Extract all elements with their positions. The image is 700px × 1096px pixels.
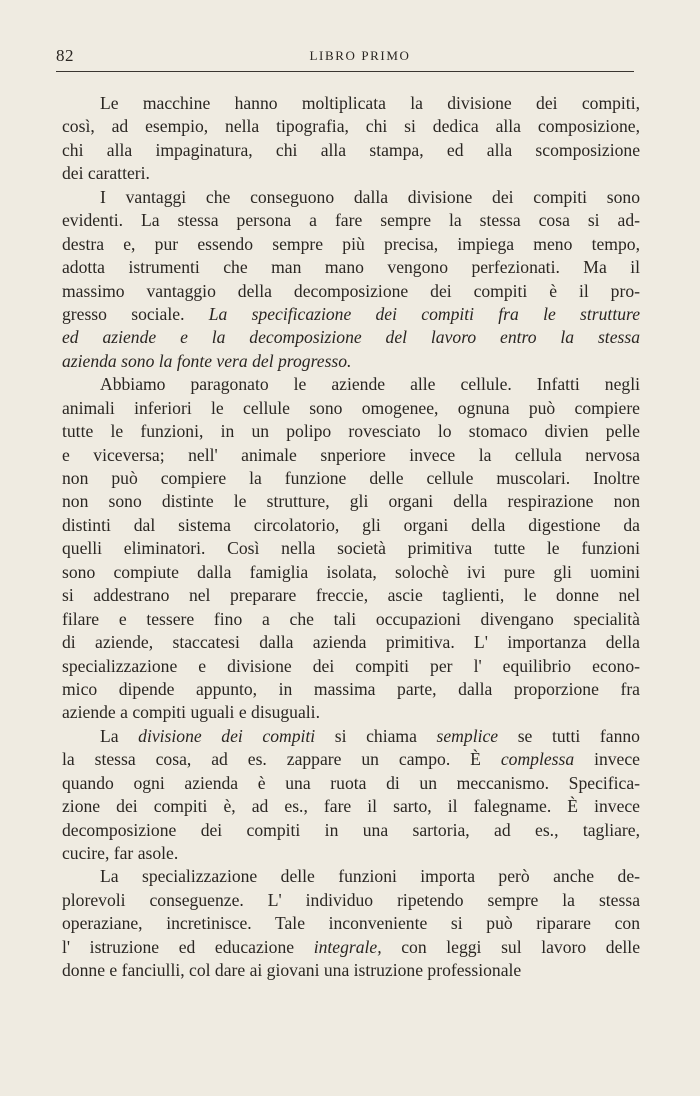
text-line	[62, 350, 640, 373]
text-line	[62, 209, 640, 232]
text-line	[62, 444, 640, 467]
text-line	[62, 115, 640, 138]
text-line	[62, 303, 640, 326]
text-segment: decomposizione dei compiti in una sartoria, ad es., tagliare,	[62, 819, 640, 840]
text-segment: cucire, far asole.	[62, 843, 179, 863]
text-segment: zione dei compiti è, ad es., fare il sarto, il falegname. È invece	[62, 796, 640, 817]
text-segment: donne e fanciulli, col dare ai giovani una istruzione professionale	[62, 960, 522, 981]
text-line	[62, 936, 640, 959]
running-header	[56, 46, 634, 72]
italic-text: divisione dei compiti	[138, 725, 316, 746]
text-segment: si addestrano nel preparare freccie, ascie taglienti, le donne nel	[62, 585, 640, 606]
page-number: 82	[56, 46, 74, 65]
paragraph	[62, 92, 640, 186]
text-line	[62, 467, 640, 490]
text-segment: distinti dal sistema circolatorio, gli organi della digestione da	[62, 514, 640, 535]
text-line	[62, 326, 640, 349]
text-segment: dei caratteri.	[62, 163, 150, 184]
text-segment: non può compiere la funzione delle cellule muscolari. Inoltre	[62, 468, 640, 488]
text-line	[62, 420, 640, 443]
text-segment: quelli eliminatori. Così nella società primitiva tutte le funzioni	[62, 538, 640, 559]
text-segment: si chiama	[315, 725, 437, 746]
text-segment: quando ogni azienda è una ruota di un meccanismo. Specifica-	[62, 772, 640, 793]
italic-text: ed aziende e la decomposizione del lavoro entro la stessa	[62, 327, 640, 348]
text-line	[62, 256, 640, 279]
text-segment: filare e tessere fino a che tali occupazioni divengano specialità	[62, 608, 640, 629]
text-line	[62, 912, 640, 935]
text-line	[62, 139, 640, 162]
italic-text: integrale,	[313, 936, 382, 957]
text-line	[62, 186, 640, 209]
body-text	[62, 92, 640, 983]
text-segment: massimo vantaggio della decomposizione dei compiti è il pro-	[62, 280, 640, 301]
text-segment: aziende a compiti uguali e disuguali.	[62, 702, 320, 723]
text-line	[62, 561, 640, 584]
text-segment: con leggi sul lavoro delle	[381, 936, 640, 957]
text-segment: sono compiute dalla famiglia isolata, solochè ivi pure gli uomini	[62, 561, 640, 582]
text-segment: adotta istrumenti che man mano vengono perfezionati. Ma il	[62, 257, 640, 278]
text-line	[62, 655, 640, 678]
text-line	[62, 584, 640, 607]
text-segment: gresso sociale.	[62, 303, 209, 324]
running-title: LIBRO PRIMO	[309, 48, 411, 63]
text-segment: di aziende, staccatesi dalla azienda primitiva. L' importanza della	[62, 632, 640, 653]
text-segment: se tutti fanno	[498, 725, 640, 746]
text-segment: non sono distinte le strutture, gli organi della respirazione non	[62, 491, 640, 512]
text-segment: tutte le funzioni, in un polipo rovesciato lo stomaco divien pelle	[62, 421, 640, 442]
text-segment: così, ad esempio, nella tipografia, chi si dedica alla composizione,	[62, 116, 640, 137]
header-rule	[56, 71, 634, 72]
text-segment: operaziane, incretinisce. Tale inconveniente si può riparare con	[62, 913, 640, 934]
text-line	[62, 889, 640, 912]
text-line	[62, 748, 640, 771]
text-segment: Le macchine hanno moltiplicata la divisione dei compiti,	[100, 93, 640, 113]
text-segment: e viceversa; nell' animale snperiore invece la cellula nervosa	[62, 444, 640, 465]
text-segment: invece	[574, 749, 640, 770]
italic-text: complessa	[500, 749, 575, 770]
text-segment: I vantaggi che conseguono dalla divisione dei compiti sono	[100, 186, 640, 207]
text-line	[62, 373, 640, 396]
text-segment: chi alla impaginatura, chi alla stampa, ed alla scomposizione	[62, 139, 640, 160]
text-line	[62, 162, 640, 185]
paragraph	[62, 725, 640, 866]
text-line	[62, 842, 640, 865]
italic-text: semplice	[436, 725, 499, 746]
text-line	[62, 608, 640, 631]
text-segment: La	[100, 725, 139, 746]
text-segment: destra e, pur essendo sempre più precisa, impiega meno tempo,	[62, 233, 640, 254]
text-line	[62, 92, 640, 115]
text-segment: animali inferiori le cellule sono omogenee, ognuna può compiere	[62, 397, 640, 418]
text-segment: plorevoli conseguenze. L' individuo ripetendo sempre la stessa	[62, 889, 640, 910]
text-segment: Abbiamo paragonato le aziende alle cellule. Infatti negli	[100, 374, 640, 395]
text-line	[62, 397, 640, 420]
text-segment: specializzazione e divisione dei compiti per l' equilibrio econo-	[62, 655, 640, 676]
italic-text: azienda sono la fonte vera del progresso.	[62, 350, 352, 371]
text-line	[62, 959, 640, 982]
text-segment: evidenti. La stessa persona a fare sempre la stessa cosa si ad-	[62, 210, 640, 231]
text-line	[62, 537, 640, 560]
italic-text: La specificazione dei compiti fra le strutture	[208, 303, 641, 324]
text-segment: la stessa cosa, ad es. zappare un campo. È	[62, 749, 501, 770]
text-line	[62, 795, 640, 818]
text-line	[62, 490, 640, 513]
text-segment: l' istruzione ed educazione	[62, 936, 314, 957]
text-segment: mico dipende appunto, in massima parte, dalla proporzione fra	[62, 678, 640, 699]
text-segment: La specializzazione delle funzioni importa però anche de-	[100, 866, 640, 887]
paragraph	[62, 186, 640, 374]
text-line	[62, 772, 640, 795]
text-line	[62, 678, 640, 701]
text-line	[62, 233, 640, 256]
text-line	[62, 701, 640, 724]
text-line	[62, 865, 640, 888]
paragraph	[62, 373, 640, 725]
text-line	[62, 514, 640, 537]
text-line	[62, 819, 640, 842]
text-line	[62, 725, 640, 748]
paragraph	[62, 865, 640, 982]
text-line	[62, 631, 640, 654]
text-line	[62, 280, 640, 303]
